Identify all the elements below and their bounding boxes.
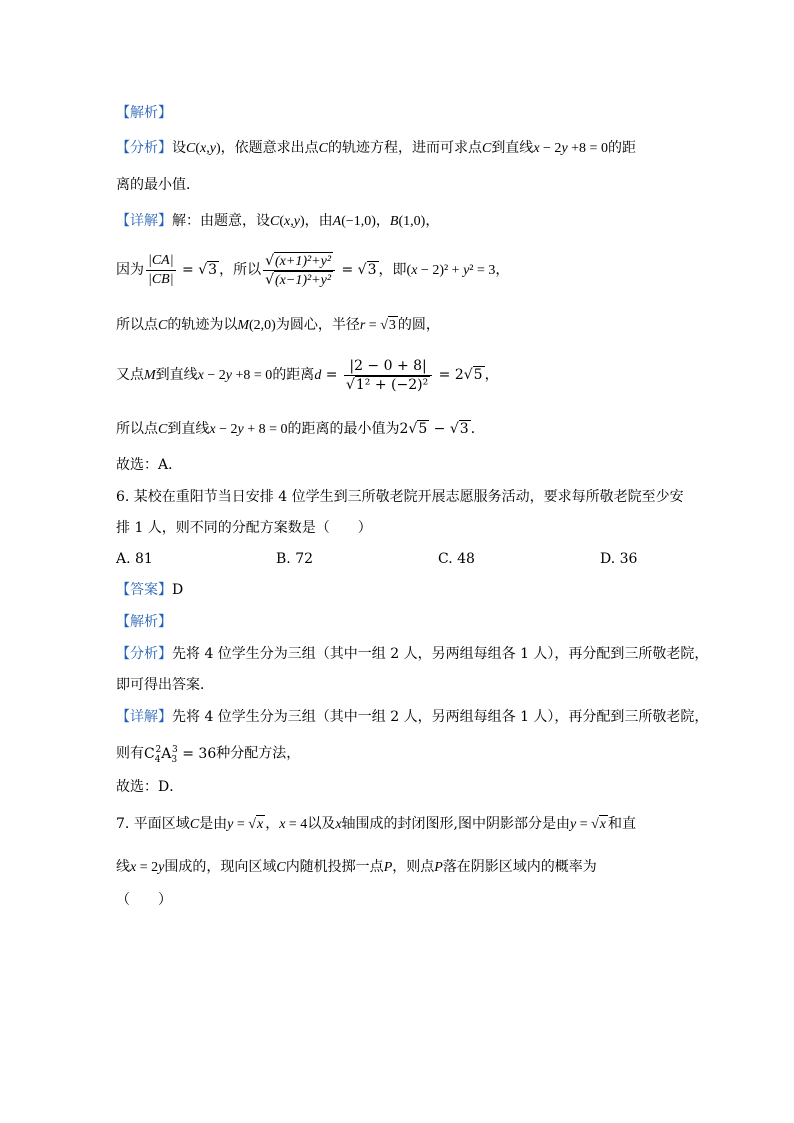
option-a: A. 81: [116, 551, 153, 567]
math-circle-eq: (x − 2)² + y² = 3: [406, 263, 496, 278]
text: 的距离: [272, 367, 315, 383]
option-b: B. 72: [276, 551, 314, 567]
text: 以及: [307, 816, 336, 832]
q7-stem-2: 线x = 2y围成的，现向区域C内随机投掷一点P，则点P落在阴影区域内的概率为: [116, 859, 597, 875]
text: 内随机投掷一点: [285, 859, 384, 875]
text: ，: [495, 262, 510, 278]
text: 的距离的最小值为: [287, 421, 400, 437]
option-d: D. 36: [600, 551, 638, 567]
text: 围成的，现向区域: [164, 859, 277, 875]
answer-tag: 【答案】: [116, 582, 172, 598]
text: 所以点: [116, 421, 158, 437]
q6-fenxi-1: [116, 644, 708, 664]
fraction: $\frac{|2 - 0 + 8|}{\text{√1² + (−2)²}}$: [344, 357, 432, 394]
text: 的轨迹方程，进而可求点: [327, 140, 482, 156]
q5-detail-line-4: 又点M到直线x − 2y +8 = 0的距离d = $\frac{|2 - 0 + 8|}{\text{√1² + (−2)²}}$ = 2√5 ，: [116, 357, 499, 393]
text: ，: [484, 367, 499, 383]
option-c: C. 48: [438, 551, 475, 567]
q5-detail-line-3: 所以点C的轨迹为以M(2,0)为圆心，半径r = √3 的圆，: [116, 317, 440, 333]
math: C(x,y): [270, 214, 305, 229]
math: C: [481, 141, 492, 156]
fenxi-tag: 【分析】: [116, 140, 172, 156]
text: 线: [116, 859, 130, 875]
text: 的距: [607, 140, 636, 156]
text: 落在阴影区域内的概率为: [442, 859, 597, 875]
text: 先将 4 位学生分为三组（其中一组 2 人，另两组每组各 1 人），再分配到三所敬老院，: [172, 709, 709, 725]
text: ，由: [304, 213, 333, 229]
text: ，: [375, 213, 390, 229]
q6-fenxi-2: 即可得出答案．: [116, 677, 214, 693]
text: 解：由题意，设: [172, 213, 270, 229]
text: 因为: [116, 262, 144, 278]
math-point-c: C(x,y): [186, 141, 221, 156]
q6-options: [116, 549, 676, 569]
math: A(−1,0): [332, 214, 376, 229]
q6-xiangjie-2: [116, 740, 300, 769]
q5-analysis-line-2: 离的最小值．: [116, 177, 200, 193]
q6-xiangjie-1: [116, 707, 708, 727]
text: 到直线: [155, 367, 198, 383]
q5-choose: 故选：A．: [116, 457, 183, 473]
q6-analysis-heading: 【解析】: [116, 614, 172, 630]
text: 则有: [116, 745, 144, 762]
q7-stem-1: 7. 平面区域C是由y = √x ，x = 4以及x轴围成的封闭图形,图中阴影部分是由y = √x 和直: [116, 816, 637, 832]
fraction: $\frac{|CA|}{|CB|}$: [148, 252, 174, 287]
text: ．: [470, 421, 485, 437]
text: ，所以: [219, 262, 262, 278]
text: 到直线: [167, 421, 210, 437]
math-line-eq: x − 2y +8 = 0: [533, 141, 608, 156]
q6-stem-2: 排 1 人，则不同的分配方案数是（ ）: [116, 520, 372, 536]
fenxi-tag: 【分析】: [116, 646, 172, 662]
q5-detail-line-5: 所以点C到直线x − 2y + 8 = 0的距离的最小值为2√5 − √3 ．: [116, 421, 485, 437]
text: 7. 平面区域: [116, 816, 190, 832]
text: 的轨迹为以: [167, 317, 238, 333]
fraction: $\frac{\text{√(x+1)²+y²}}{\text{√(x−1)²+y²}}$: [263, 252, 335, 289]
text: ，: [425, 213, 440, 229]
text: 设: [172, 140, 186, 156]
xiangjie-tag: 【详解】: [116, 709, 172, 725]
q6-stem-1: 6. 某校在重阳节当日安排 4 位学生到三所敬老院开展志愿服务活动，要求每所敬老院至少安: [116, 489, 684, 505]
math-combination: $C_4^2A_3^3 = 36$: [144, 745, 217, 765]
q5-detail-line-2: 因为 $\frac{|CA|}{|CB|}$ = √3 ，所以 $\frac{\text{√(x+1)²+y²}}{\text{√(x−1)²+y²}}$ = √3 ，即(x − 2)² + y² = 3，: [116, 252, 510, 288]
text: 先将 4 位学生分为三组（其中一组 2 人，另两组每组各 1 人），再分配到三所敬老院，: [172, 646, 709, 662]
text: 又点: [116, 367, 144, 383]
q6-answer: [116, 580, 183, 600]
q7-stem-3: （ ）: [116, 892, 172, 908]
text: 所以点: [116, 317, 158, 333]
answer-value: D: [172, 582, 184, 598]
math: B(1,0): [389, 214, 426, 229]
text: 是由: [199, 816, 228, 832]
text: 的圆，: [397, 317, 440, 333]
text: ，: [265, 816, 280, 832]
xiangjie-tag: 【详解】: [116, 213, 172, 229]
text: ，即: [378, 262, 407, 278]
text: ，则点: [392, 859, 435, 875]
text: 轴围成的封闭图形,图中阴影部分是由: [341, 816, 570, 832]
text: 为圆心，半径: [275, 317, 360, 333]
text: 种分配方法，: [216, 745, 301, 762]
text: 到直线: [491, 140, 534, 156]
q5-detail-line-1: [116, 211, 439, 232]
math: C: [318, 141, 328, 156]
text: 和直: [608, 816, 637, 832]
q6-choose: 故选：D．: [116, 779, 184, 795]
q5-analysis-line-1: [116, 138, 636, 159]
text: ，依题意求出点: [220, 140, 319, 156]
analysis-heading: 【解析】: [116, 105, 172, 121]
